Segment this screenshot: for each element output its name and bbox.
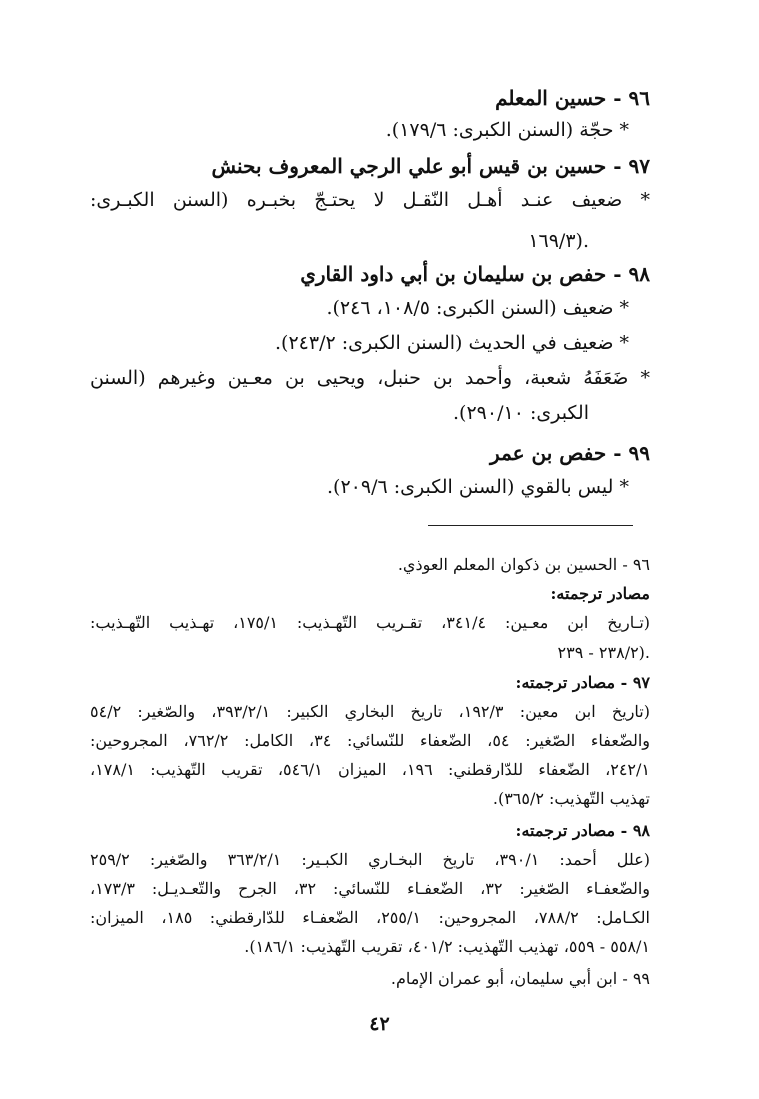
entry-96-line-1: * حجّة (السنن الكبرى: ١٧٩/٦). bbox=[385, 119, 629, 141]
footnote-98-line-4: ٥٥٨/١ - ٥٥٩، تهذيب التّهذيب: ٤٠١/٢، تقريب التّهذيب: ١٨٦/١). bbox=[244, 937, 650, 956]
entry-98-line-1: * ضعيف (السنن الكبرى: ١٠٨/٥، ٢٤٦). bbox=[326, 297, 629, 319]
footnote-97-line-1: (تاريخ ابن معين: ١٩٢/٣، تاريخ البخاري الكبير: ٣٩٣/٢/١، والصّغير: ٥٤/٢ bbox=[90, 702, 650, 721]
page-number: ٤٢ bbox=[369, 1013, 390, 1035]
footnote-96-line-1: (تـاريخ ابن معـين: ٣٤١/٤، تقـريب التّهـذيب: ١٧٥/١، تهـذيب التّهـذيب: bbox=[90, 613, 651, 632]
entry-99-line-1: * ليس بالقوي (السنن الكبرى: ٢٠٩/٦). bbox=[327, 476, 629, 498]
footnote-99-title: ٩٩ - ابن أبي سليمان، أبو عمران الإمام. bbox=[390, 969, 650, 988]
entry-97-heading: ٩٧ - حسين بن قيس أبو علي الرجي المعروف بحنش bbox=[211, 154, 650, 178]
entry-98-line-2: * ضعيف في الحديث (السنن الكبرى: ٢٤٣/٢). bbox=[275, 332, 629, 354]
footnote-97-sources-label: ٩٧ - مصادر ترجمته: bbox=[515, 673, 650, 692]
entry-97-line-2: ١٦٩/٣). bbox=[528, 230, 589, 252]
footnote-separator bbox=[428, 525, 633, 526]
footnote-98-sources-label: ٩٨ - مصادر ترجمته: bbox=[515, 821, 650, 840]
footnote-98-line-3: الكـامل: ٧٨٨/٢، المجروحين: ٢٥٥/١، الضّعفـاء للدّارقطني: ١٨٥، الميزان: bbox=[90, 908, 650, 927]
entry-96-heading: ٩٦ - حسين المعلم bbox=[495, 86, 650, 110]
footnote-97-line-4: تهذيب التّهذيب: ٣٦٥/٢). bbox=[492, 789, 650, 808]
footnote-97-line-2: والضّعفاء الصّغير: ٥٤، الضّعفاء للنّسائي: ٣٤، الكامل: ٧٦٢/٢، المجروحين: bbox=[90, 731, 651, 750]
footnote-98-line-2: والضّعفـاء الصّغير: ٣٢، الضّعفـاء للنّسائي: ٣٢، الجرح والتّعـديـل: ١٧٣/٣، bbox=[90, 879, 651, 898]
footnote-97-line-3: ٢٤٢/١، الضّعفاء للدّارقطني: ١٩٦، الميزان ٥٤٦/١، تقريب التّهذيب: ١٧٨/١، bbox=[90, 760, 650, 779]
entry-98-heading: ٩٨ - حفص بن سليمان بن أبي داود القاري bbox=[300, 262, 650, 286]
entry-98-line-3: * ضَعَفَهُ شعبة، وأحمد بن حنبل، ويحيى بن معـين وغيرهم (السنن bbox=[90, 367, 650, 389]
entry-97-line-1: * ضعيف عنـد أهـل النّقـل لا يحتـجّ بخبـره (السنن الكبـرى: bbox=[90, 189, 650, 211]
footnote-96-sources-label: مصادر ترجمته: bbox=[550, 584, 650, 603]
entry-98-line-4: الكبرى: ٢٩٠/١٠). bbox=[453, 402, 589, 424]
footnote-96-title: ٩٦ - الحسين بن ذكوان المعلم العوذي. bbox=[397, 555, 650, 574]
entry-99-heading: ٩٩ - حفص بن عمر bbox=[490, 441, 650, 465]
footnote-96-line-2: ٢٣٨/٢ - ٢٣٩). bbox=[557, 643, 650, 662]
footnote-98-line-1: (علل أحمد: ٣٩٠/١، تاريخ البخـاري الكبـير: ٣٦٣/٢/١ والصّغير: ٢٥٩/٢ bbox=[90, 850, 650, 869]
